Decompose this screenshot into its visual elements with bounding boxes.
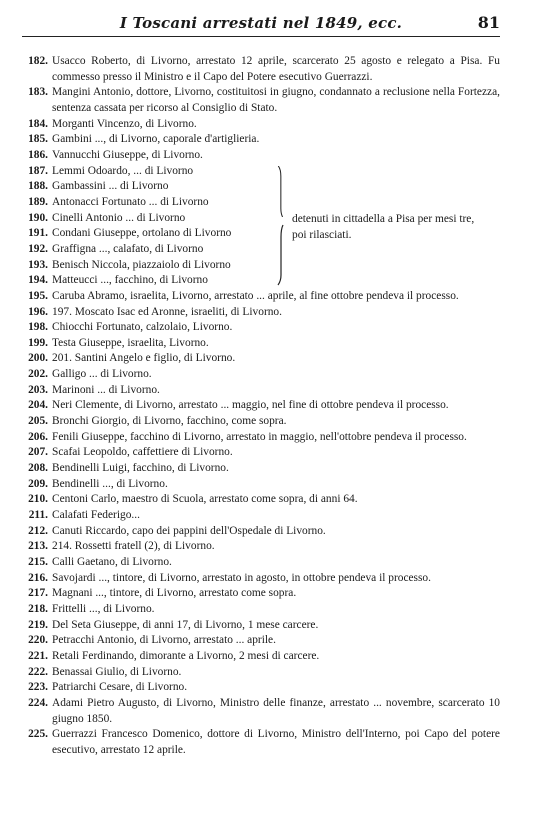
entry-text: Galligo ... di Livorno.	[52, 368, 152, 381]
entry-text: Savojardi ..., tintore, di Livorno, arrestato in agosto, in ottobre pendeva il processo.	[52, 571, 431, 584]
entry-item	[18, 351, 500, 367]
entry-text: Magnani ..., tintore, di Livorno, arrestato come sopra.	[52, 587, 297, 600]
entry-number: 187.	[28, 164, 48, 177]
entry-number: 208.	[28, 462, 48, 475]
entry-text: Patriarchi Cesare, di Livorno.	[52, 681, 188, 694]
entry-number: 188.	[28, 180, 48, 193]
entry-number: 219.	[28, 618, 48, 631]
entry-number: 216.	[28, 571, 48, 584]
entry-text: Fenili Giuseppe, facchino di Livorno, arrestato in maggio, nell'ottobre pendeva il processo.	[52, 430, 467, 443]
entry-text: Caruba Abramo, israelita, Livorno, arrestato ... aprile, al fine ottobre pendeva il processo.	[52, 289, 459, 302]
entry-list	[18, 54, 500, 759]
entry-text: Usacco Roberto, di Livorno, arrestato 12 aprile, scarcerato 25 agosto e relegato a Pisa. Fu commesso presso il Ministro e il Capo del Potere esecutivo Guerrazzi.	[52, 55, 500, 83]
entry-text: Vannucchi Giuseppe, di Livorno.	[52, 148, 203, 161]
entry-number: 202.	[28, 368, 48, 381]
entry-text: Calli Gaetano, di Livorno.	[52, 556, 172, 568]
entry-item	[18, 696, 500, 727]
entry-number: 191.	[28, 227, 48, 240]
entry-number: 184.	[28, 117, 48, 130]
entry-item	[18, 398, 500, 414]
entry-item	[18, 320, 500, 336]
entry-number: 217.	[28, 587, 48, 600]
entry-item	[18, 195, 500, 211]
entry-item	[18, 132, 500, 148]
entry-text: Benisch Niccola, piazzaiolo di Livorno	[52, 258, 231, 271]
entry-text: Benassai Giulio, di Livorno.	[52, 665, 182, 678]
entry-number: 209.	[28, 477, 48, 490]
entry-text: Matteucci ..., facchino, di Livorno	[52, 274, 208, 287]
entry-item	[18, 258, 500, 274]
entry-item	[18, 336, 500, 352]
entry-item	[18, 430, 500, 446]
page-header	[22, 14, 500, 37]
entry-item	[18, 179, 500, 195]
entry-number: 196.	[28, 305, 48, 318]
entry-number: 222.	[28, 665, 48, 678]
entry-number: 220.	[28, 634, 48, 647]
entry-number: 186.	[28, 148, 48, 161]
entry-item	[18, 477, 500, 493]
entry-text: Scafai Leopoldo, caffettiere di Livorno.	[52, 446, 233, 459]
entry-text: Graffigna ..., calafato, di Livorno	[52, 242, 204, 255]
entry-number: 195.	[28, 289, 48, 302]
brace-lower	[276, 221, 284, 289]
entry-number: 221.	[28, 649, 48, 662]
entry-number: 206.	[28, 430, 48, 443]
entry-item	[18, 727, 500, 758]
entry-text: Testa Giuseppe, israelita, Livorno.	[52, 336, 209, 349]
entry-text: Lemmi Odoardo, ... di Livorno	[52, 164, 194, 177]
entry-item	[18, 367, 500, 383]
entry-item	[18, 649, 500, 665]
entry-item	[18, 492, 500, 508]
entry-item	[18, 445, 500, 461]
entry-item	[18, 305, 500, 321]
entry-item	[18, 665, 500, 681]
entry-item	[18, 273, 500, 289]
entry-text: Canuti Riccardo, capo dei pappini dell'Ospedale di Livorno.	[52, 524, 326, 537]
entry-text: Bendinelli Luigi, facchino, di Livorno.	[52, 462, 229, 475]
entry-number: 182.	[28, 55, 48, 67]
entry-item	[18, 117, 500, 133]
entry-text: Calafati Federigo...	[52, 509, 140, 522]
entry-text: Adami Pietro Augusto, di Livorno, Ministro delle finanze, arrestato ... novembre, scarcerato 10 giugno 1850.	[52, 696, 500, 725]
entry-number: 200.	[28, 352, 48, 365]
entry-number: 211.	[28, 509, 48, 522]
entry-number: 210.	[28, 493, 48, 506]
entry-number: 183.	[28, 86, 48, 99]
entry-number: 218.	[28, 602, 48, 615]
entry-number: 224.	[28, 696, 48, 709]
entry-item	[18, 508, 500, 524]
entry-text: Morganti Vincenzo, di Livorno.	[52, 117, 197, 130]
entry-text: Cinelli Antonio ... di Livorno	[52, 211, 186, 224]
entry-text: Bendinelli ..., di Livorno.	[52, 477, 168, 490]
entry-item	[18, 383, 500, 399]
entry-item	[18, 289, 500, 305]
entry-item	[18, 85, 500, 116]
entry-item	[18, 164, 500, 180]
entry-number: 225.	[28, 728, 48, 741]
entry-item	[18, 680, 500, 696]
entry-item	[18, 586, 500, 602]
entry-text: Antonacci Fortunato ... di Livorno	[52, 195, 209, 208]
entry-item	[18, 618, 500, 634]
entry-text: Mangini Antonio, dottore, Livorno, costituitosi in giugno, condannato a reclusione nella Fortezza, sentenza cassata per ricorso al Consiglio di Stato.	[52, 86, 500, 114]
running-title: I Toscani arrestati nel 1849, ecc.	[119, 14, 403, 32]
entry-item	[18, 242, 500, 258]
entry-number: 190.	[28, 211, 48, 224]
entry-text: Del Seta Giuseppe, di anni 17, di Livorno, 1 mese carcere.	[52, 618, 319, 631]
entry-item	[18, 555, 500, 571]
entry-text: Petracchi Antonio, di Livorno, arrestato ... aprile.	[52, 634, 276, 647]
entry-number: 193.	[28, 258, 48, 271]
entry-number: 203.	[28, 383, 48, 396]
entry-text: Marinoni ... di Livorno.	[52, 383, 160, 396]
entry-text: Neri Clemente, di Livorno, arrestato ... maggio, nel fine di ottobre pendeva il processo.	[52, 399, 449, 412]
entry-item	[18, 414, 500, 430]
entry-number: 207.	[28, 446, 48, 459]
entry-text: Bronchi Giorgio, di Livorno, facchino, come sopra.	[52, 415, 287, 428]
entry-number: 215.	[28, 556, 48, 568]
entry-text: 214. Rossetti fratell (2), di Livorno.	[52, 540, 215, 553]
entry-text: Guerrazzi Francesco Domenico, dottore di Livorno, Ministro dell'Interno, poi Capo del potere esecutivo, arrestato 12 aprile.	[52, 728, 500, 756]
brace-upper	[276, 166, 284, 217]
entry-item	[18, 539, 500, 555]
entry-number: 212.	[28, 524, 48, 537]
entry-item	[18, 148, 500, 164]
entry-item	[18, 571, 500, 587]
entry-text: Chiocchi Fortunato, calzolaio, Livorno.	[52, 321, 233, 334]
entry-text: Retali Ferdinando, dimorante a Livorno, 2 mesi di carcere.	[52, 649, 320, 662]
entry-item	[18, 633, 500, 649]
entry-number: 204.	[28, 399, 48, 412]
entry-number: 194.	[28, 274, 48, 287]
entry-number: 205.	[28, 415, 48, 428]
entry-text: Frittelli ..., di Livorno.	[52, 602, 155, 615]
entry-number: 192.	[28, 242, 48, 255]
entry-number: 185.	[28, 133, 48, 146]
entry-text: 197. Moscato Isac ed Aronne, israeliti, di Livorno.	[52, 305, 282, 318]
group-note	[292, 212, 482, 243]
entry-text: Centoni Carlo, maestro di Scuola, arrestato come sopra, di anni 64.	[52, 493, 358, 506]
entry-item	[18, 602, 500, 618]
entry-text: Gambassini ... di Livorno	[52, 180, 169, 193]
entry-number: 198.	[28, 321, 48, 334]
entry-item	[18, 524, 500, 540]
entry-number: 199.	[28, 336, 48, 349]
entry-text: 201. Santini Angelo e figlio, di Livorno.	[52, 352, 236, 365]
entry-number: 189.	[28, 195, 48, 208]
entry-number: 213.	[28, 540, 48, 553]
entry-item	[18, 461, 500, 477]
group-note-text: detenuti in cittadella a Pisa per mesi tre, poi rilasciati.	[292, 213, 475, 241]
entry-text: Gambini ..., di Livorno, caporale d'artiglieria.	[52, 133, 260, 146]
entry-text: Condani Giuseppe, ortolano di Livorno	[52, 227, 232, 240]
page-number: 81	[477, 13, 500, 32]
entry-number: 223.	[28, 681, 48, 694]
entry-item	[18, 54, 500, 85]
